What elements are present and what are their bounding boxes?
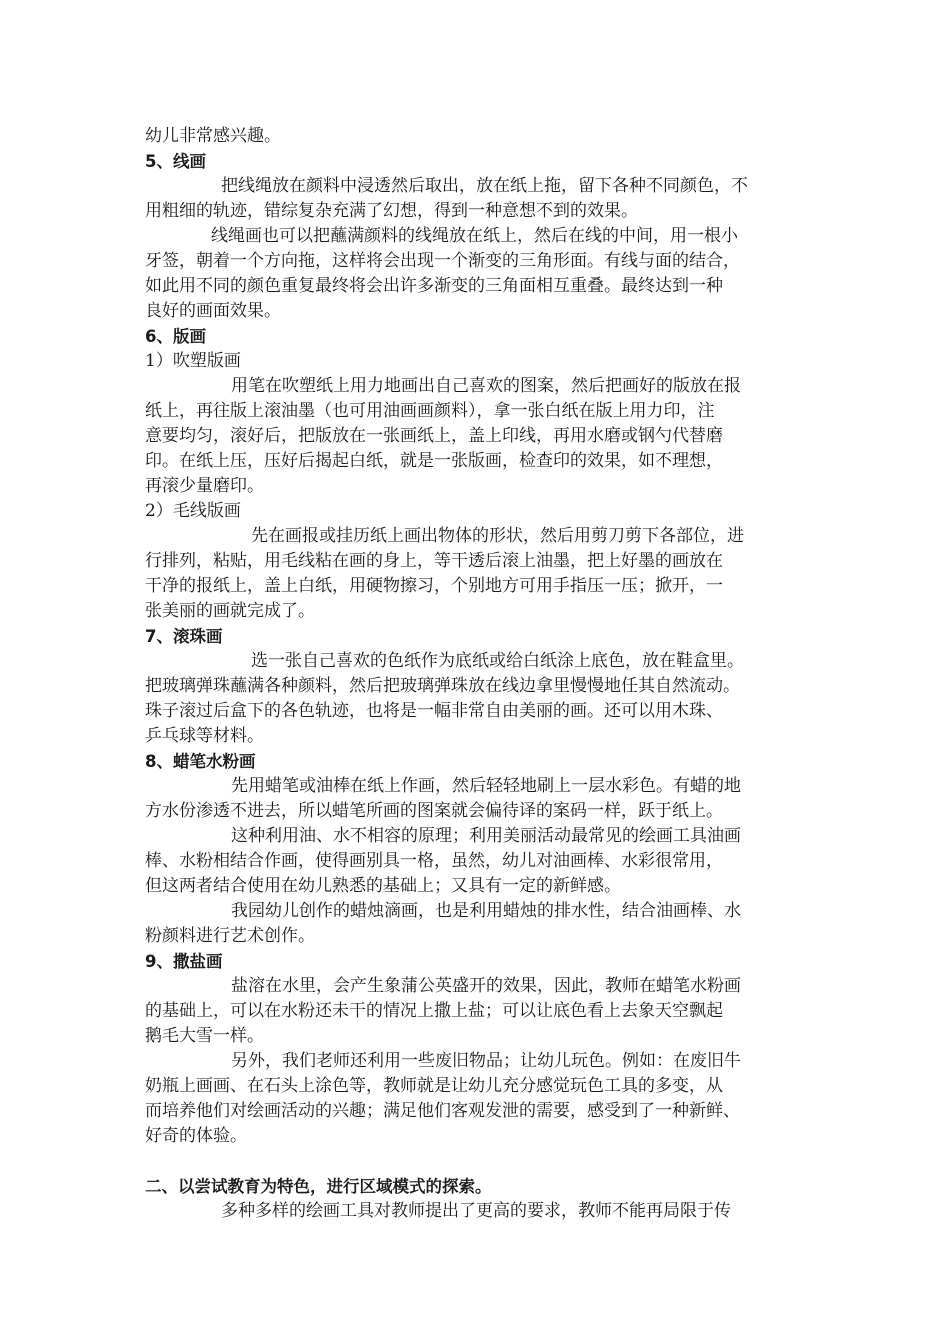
paragraph-line: 鹅毛大雪一样。 <box>145 1026 264 1046</box>
paragraph-line: 线绳画也可以把蘸满颜料的线绳放在纸上，然后在线的中间，用一根小 <box>211 226 738 246</box>
paragraph-line: 如此用不同的颜色重复最终将会出许多渐变的三角面相互重叠。最终达到一种 <box>145 276 723 296</box>
paragraph-line: 我园幼儿创作的蜡烛滴画，也是利用蜡烛的排水性，结合油画棒、水 <box>231 901 741 921</box>
paragraph-line: 乒乓球等材料。 <box>145 726 264 746</box>
paragraph-line: 多种多样的绘画工具对教师提出了更高的要求，教师不能再局限于传 <box>221 1201 731 1221</box>
paragraph-line: 好奇的体验。 <box>145 1126 247 1146</box>
paragraph-line: 而培养他们对绘画活动的兴趣；满足他们客观发泄的需要，感受到了一种新鲜、 <box>145 1101 740 1121</box>
paragraph-line: 良好的画面效果。 <box>145 301 281 321</box>
paragraph-line: 把线绳放在颜料中浸透然后取出，放在纸上拖，留下各种不同颜色，不 <box>221 176 748 196</box>
section-heading-8: 8、蜡笔水粉画 <box>145 752 256 771</box>
paragraph-line: 珠子滚过后盒下的各色轨迹，也将是一幅非常自由美丽的画。还可以用木珠、 <box>145 701 723 721</box>
paragraph-line: 先在画报或挂历纸上画出物体的形状，然后用剪刀剪下各部位，进 <box>251 526 744 546</box>
section-heading-7: 7、滚珠画 <box>145 627 223 646</box>
paragraph-line: 纸上，再往版上滚油墨（也可用油画画颜料），拿一张白纸在版上用力印，注 <box>145 401 715 421</box>
paragraph-line: 干净的报纸上，盖上白纸，用硬物擦习，个别地方可用手指压一压；掀开，一 <box>145 576 723 596</box>
paragraph-line: 再滚少量磨印。 <box>145 476 264 496</box>
paragraph-line: 另外，我们老师还利用一些废旧物品；让幼儿玩色。例如：在废旧牛 <box>231 1051 741 1071</box>
paragraph-line: 先用蜡笔或油棒在纸上作画，然后轻轻地刷上一层水彩色。有蜡的地 <box>231 776 741 796</box>
paragraph-line: 张美丽的画就完成了。 <box>145 601 315 621</box>
paragraph-line: 的基础上，可以在水粉还未干的情况上撒上盐；可以让底色看上去象天空飘起 <box>145 1001 723 1021</box>
section-heading-5: 5、线画 <box>145 152 206 171</box>
subsection-heading: 1）吹塑版画 <box>145 351 241 371</box>
paragraph-line: 奶瓶上画画、在石头上涂色等，教师就是让幼儿充分感觉玩色工具的多变，从 <box>145 1076 723 1096</box>
paragraph-line: 选一张自己喜欢的色纸作为底纸或给白纸涂上底色，放在鞋盒里。 <box>251 651 744 671</box>
paragraph-line: 牙签，朝着一个方向拖，这样将会出现一个渐变的三角形面。有线与面的结合， <box>145 251 740 271</box>
paragraph-line: 行排列，粘贴，用毛线粘在画的身上，等干透后滚上油墨，把上好墨的画放在 <box>145 551 723 571</box>
document-body <box>145 124 805 1224</box>
paragraph-line: 方水份渗透不进去，所以蜡笔所画的图案就会偏待译的案码一样，跃于纸上。 <box>145 801 723 821</box>
paragraph-line: 意要均匀，滚好后，把版放在一张画纸上，盖上印线，再用水磨或钢勺代替磨 <box>145 426 723 446</box>
paragraph-line: 棒、水粉相结合作画，使得画别具一格，虽然，幼儿对油画棒、水彩很常用， <box>145 851 723 871</box>
paragraph-line: 盐溶在水里，会产生象蒲公英盛开的效果，因此，教师在蜡笔水粉画 <box>231 976 741 996</box>
paragraph-line: 但这两者结合使用在幼儿熟悉的基础上；又具有一定的新鲜感。 <box>145 876 621 896</box>
chapter-heading-2: 二、以尝试教育为特色，进行区域模式的探索。 <box>145 1177 492 1196</box>
paragraph-line: 幼儿非常感兴趣。 <box>145 126 281 146</box>
subsection-heading: 2）毛线版画 <box>145 501 241 521</box>
paragraph-line: 印。在纸上压，压好后揭起白纸，就是一张版画，检查印的效果，如不理想， <box>145 451 723 471</box>
paragraph-line: 粉颜料进行艺术创作。 <box>145 926 315 946</box>
paragraph-line: 用粗细的轨迹，错综复杂充满了幻想，得到一种意想不到的效果。 <box>145 201 638 221</box>
paragraph-line: 把玻璃弹珠蘸满各种颜料，然后把玻璃弹珠放在线边拿里慢慢地任其自然流动。 <box>145 676 740 696</box>
section-heading-9: 9、撒盐画 <box>145 952 223 971</box>
paragraph-line: 这种利用油、水不相容的原理；利用美丽活动最常见的绘画工具油画 <box>231 826 741 846</box>
blank-line <box>145 1149 805 1174</box>
paragraph-line: 用笔在吹塑纸上用力地画出自己喜欢的图案，然后把画好的版放在报 <box>231 376 741 396</box>
section-heading-6: 6、版画 <box>145 327 206 346</box>
